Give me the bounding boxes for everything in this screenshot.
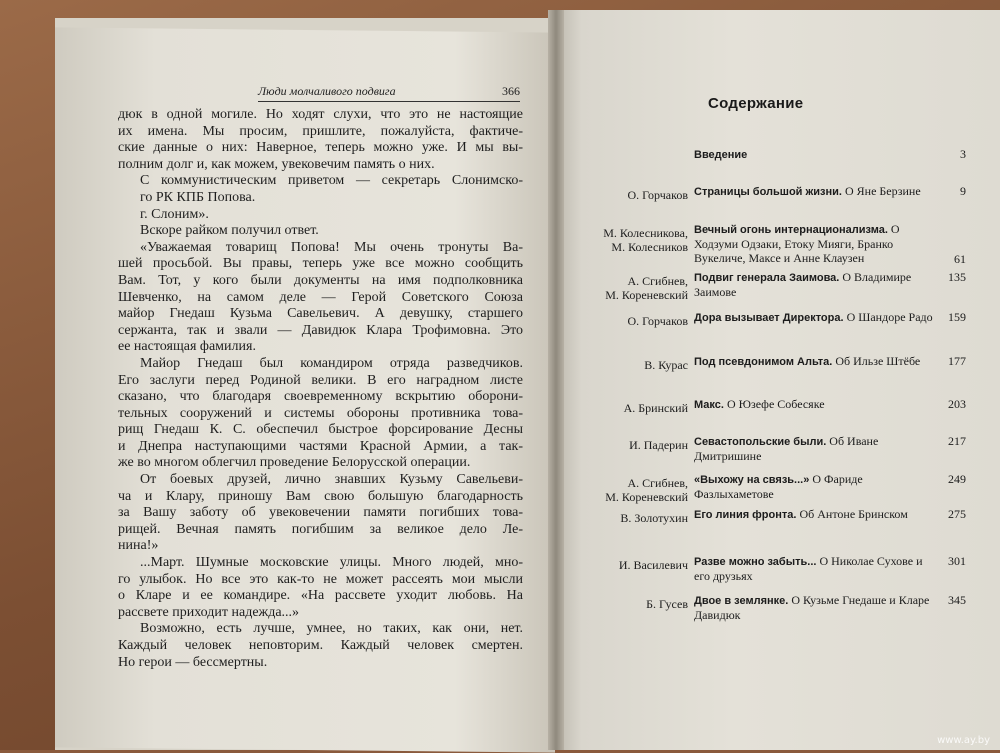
text-line: рищей. Вечная память погибшим за великое дело Ле- [118,521,523,537]
toc-description [694,593,934,622]
right-page [555,10,1000,750]
toc-subject: О Кузьме Гнедаше и Кларе Давидюк [694,593,930,622]
text-line: рищ Гнедаш К. С. обеспечил быстрое форсирование Десны [118,422,523,438]
text-line: ее настоящая фамилия. [118,339,256,355]
text-line: От боевых друзей, лично знавших Кузьму Савельеви- [140,472,523,488]
toc-subject: О Яне Берзине [841,184,921,198]
text-line: сержанта, так и звали — Давидюк Клара Трофимовна. Это [118,322,523,338]
text-line: го РК КПБ Попова. [140,189,256,205]
toc-author: В. Курас [644,358,688,372]
text-line: С коммунистическим приветом — секретарь Слонимско- [140,173,523,189]
text-line: ские данные о них: Наверное, теперь можно уже. И мы вы- [118,140,523,156]
toc-chapter-title: Дора вызывает Директора. [694,312,844,324]
text-line: шей просьбой. Вы правы, теперь уже все можно сообщить [118,256,523,272]
text-line: сказано, что благодаря своевременному вскрытию оборони- [118,389,523,405]
toc-author: М. Колесникова, М. Колесников [603,226,688,254]
page-number: 366 [502,84,520,98]
toc-author: А. Сгибнев, М. Кореневский [605,476,688,504]
text-line: майор Гнедаш Кузьма Савельевич. А девушку, старшего [118,306,523,322]
toc-description [694,310,934,325]
toc-page-number: 135 [948,270,966,284]
toc-subject: О Владимире Заимове [694,270,912,299]
toc-description [694,184,934,199]
toc-author: А. Сгибнев, М. Кореневский [605,274,688,302]
toc-chapter-title: Введение [694,149,748,161]
text-line: Майор Гнедаш был командиром отряда разведчиков. [140,355,523,371]
text-line: дюк в одной могиле. Но ходят слухи, что это не настоящие [118,107,523,122]
toc-subject: Об Иване Дмитришине [694,434,879,463]
toc-chapter-title: Севастопольские были. [694,436,827,448]
toc-description [694,397,934,412]
book-gutter [548,10,564,750]
toc-chapter-title: Разве можно забыть... [694,556,817,568]
toc-subject: Об Ильзе Штёбе [832,354,921,368]
toc-subject: О Николае Сухове и его друзьях [694,554,923,583]
text-line: «Уважаемая товарищ Попова! Мы очень тронуты Ва- [140,239,523,255]
text-line: Возможно, есть лучше, умнее, но таких, как они, нет. [140,621,523,637]
text-line: нина!» [118,538,159,554]
toc-description [694,147,934,162]
toc-author: Б. Гусев [646,597,688,611]
text-line: о Кларе и ее командире. «На рассвете уходит любовь. На [118,588,523,604]
toc-description [694,222,934,265]
toc-chapter-title: Под псевдонимом Альта. [694,356,833,368]
toc-author: В. Золотухин [620,511,688,525]
text-line: тельных сооружений и системы обороны противника това- [118,405,523,421]
toc-author: О. Горчаков [627,188,688,202]
toc-chapter-title: Макс. [694,399,724,411]
toc-subject: О Шандоре Радо [843,310,933,324]
text-line: Вскоре райком получил ответ. [140,223,319,239]
toc-author: И. Василевич [618,558,688,572]
toc-description [694,434,934,463]
toc-chapter-title: Двое в землянке. [694,595,789,607]
text-line: и Днепра наступающими частями Красной Армии, а так- [118,438,523,454]
toc-page-number: 217 [948,434,966,448]
text-line: же во многом облегчил проведение Белорусской операции. [118,455,471,471]
toc-description [694,507,934,522]
toc-page-number: 345 [948,593,966,607]
toc-page-number: 301 [948,554,966,568]
text-line: Его заслуги перед Родиной велики. В его наградном листе [118,372,523,388]
toc-subject: О Ходзуми Одзаки, Етоку Мияги, Бранко Вукеличе, Максе и Анне Клаузен [694,222,900,265]
watermark: www.ay.by [937,735,990,746]
text-line: г. Слоним». [140,206,209,222]
toc-subject: Об Антоне Бринском [796,507,908,521]
text-line: за Вашу заботу об увековечении памяти погибших това- [118,505,523,521]
toc-page-number: 3 [960,147,966,161]
body-text [118,107,523,671]
toc-page-number: 9 [960,184,966,198]
toc-page-number: 275 [948,507,966,521]
running-header [258,84,520,102]
toc-author: О. Горчаков [627,314,688,328]
toc-description [694,270,934,299]
toc-description [694,354,934,369]
toc-author: А. Бринский [623,401,688,415]
running-head-title: Люди молчаливого подвига [258,84,396,98]
toc-chapter-title: Вечный огонь интернационализма. [694,224,888,236]
text-line: Шевченко, на самом деле — Герой Советского Союза [118,289,523,305]
toc-page-number: 249 [948,472,966,486]
toc-chapter-title: «Выхожу на связь...» [694,474,810,486]
toc-author: И. Падерин [629,438,688,452]
toc-page-number: 159 [948,310,966,324]
text-line: го улыбок. Но все это как-то не может рассеять мои мысли [118,571,523,587]
toc-page-number: 61 [954,252,966,266]
text-line: полним долг и, как можем, увековечим память о них. [118,156,435,172]
toc-chapter-title: Подвиг генерала Заимова. [694,272,840,284]
toc-description [694,472,934,501]
toc-description [694,554,934,583]
text-line: Но герои — бессмертны. [118,654,268,670]
contents-title: Содержание [708,95,804,112]
toc-subject: О Юзефе Собесяке [723,397,825,411]
text-line: ...Март. Шумные московские улицы. Много людей, мно- [140,555,523,571]
toc-chapter-title: Страницы большой жизни. [694,186,842,198]
text-line: ча и Клару, приношу Вам свою большую благодарность [118,488,523,504]
toc-page-number: 177 [948,354,966,368]
text-line: Каждый человек неповторим. Каждый человек смертен. [118,638,523,653]
toc-subject: О Фариде Фазлыхаметове [694,472,863,501]
text-line: рассвете приходит надежда...» [118,604,300,620]
text-line: Вам. Тот, у кого были документы на имя подполковника [118,272,523,288]
toc-chapter-title: Его линия фронта. [694,509,797,521]
text-line: их имена. Мы просим, пришлите, пожалуйста, фактиче- [118,123,523,139]
toc-page-number: 203 [948,397,966,411]
